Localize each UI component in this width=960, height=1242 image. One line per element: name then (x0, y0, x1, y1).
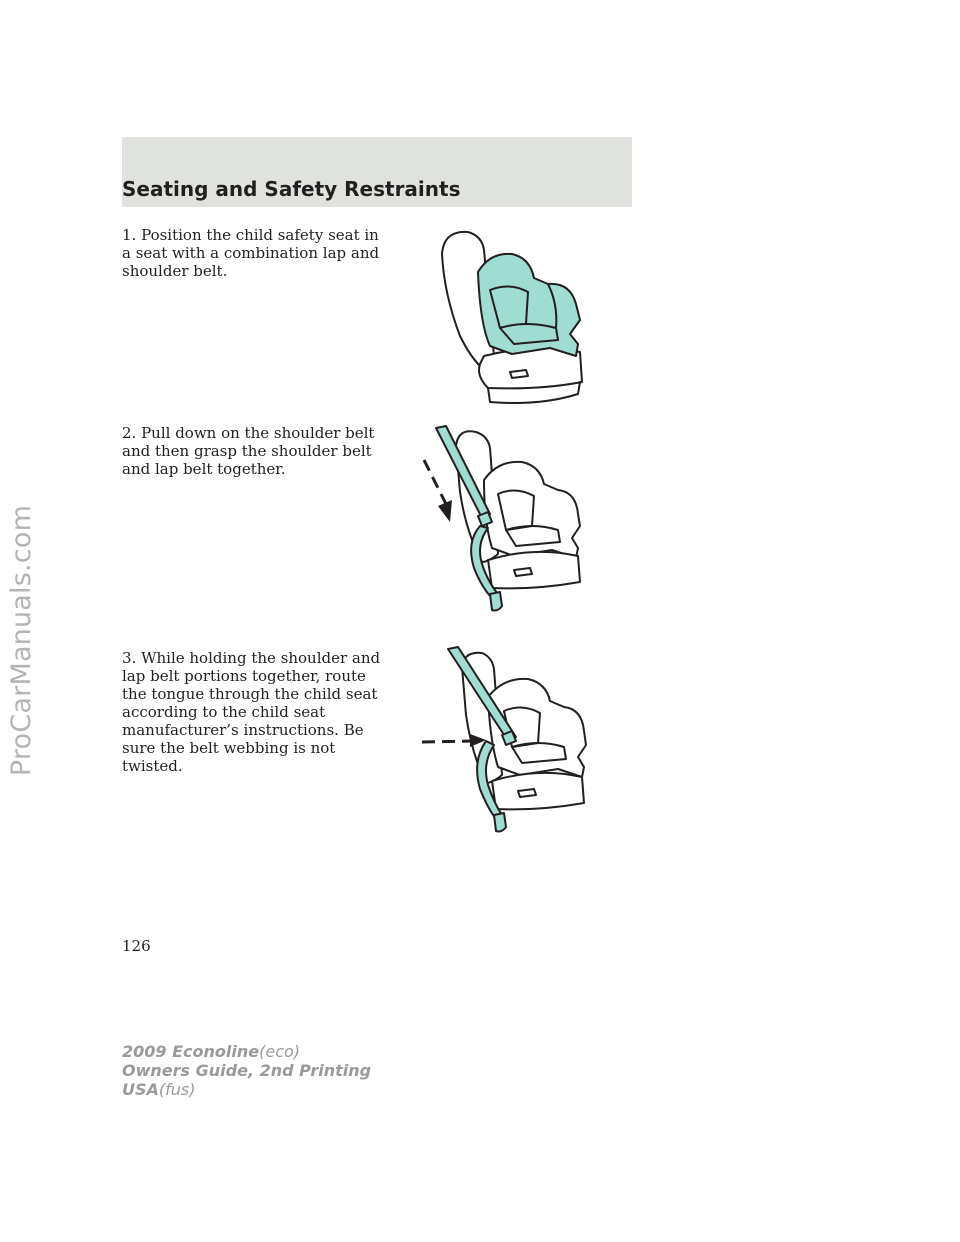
footer-market: USA (122, 1080, 159, 1099)
step-2-text: 2. Pull down on the shoulder belt and then grasp the shoulder belt and lap belt together. (122, 424, 375, 478)
watermark-text: ProCarManuals.com (6, 504, 38, 776)
footer-line-2: Owners Guide, 2nd Printing (122, 1061, 372, 1080)
step-3-text: 3. While holding the shoulder and lap belt portions together, route the tongue through the child seat according to the child seat manufacturer’s instructions. Be sure the belt webbing is not twisted. (122, 649, 381, 775)
footer-model: 2009 Econoline (122, 1042, 260, 1061)
footer-line-1 (122, 1042, 371, 1061)
step-1-text: 1. Position the child safety seat in a seat with a combination lap and shoulder belt. (122, 226, 380, 280)
page-number: 126 (122, 937, 151, 955)
section-header (122, 137, 632, 207)
document-footer (122, 1042, 371, 1099)
watermark (2, 230, 42, 1050)
child-seat-on-seat-illustration (430, 224, 600, 408)
footer-model-code: (eco) (259, 1042, 301, 1061)
route-belt-illustration (420, 645, 598, 835)
footer-market-code: (fus) (158, 1080, 196, 1099)
pull-shoulder-belt-illustration (418, 422, 593, 614)
section-title: Seating and Safety Restraints (122, 177, 461, 201)
footer-line-3 (122, 1080, 371, 1099)
